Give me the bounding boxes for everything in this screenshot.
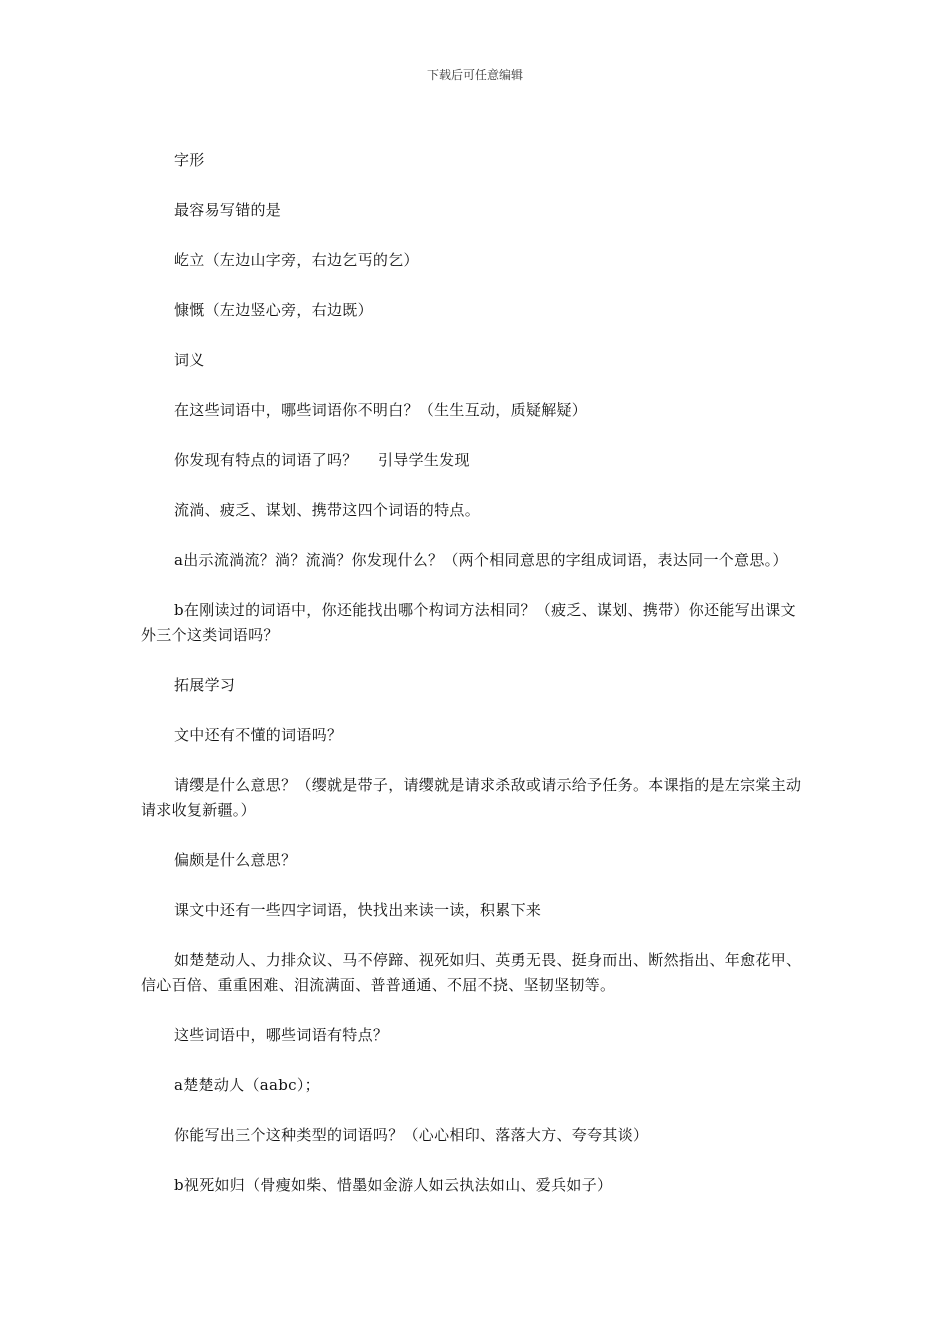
paragraph: b在刚读过的词语中，你还能找出哪个构词方法相同？（疲乏、谋划、携带）你还能写出课文外三个这类词语吗？ (141, 601, 796, 644)
page-header: 下载后可任意编辑 (426, 68, 523, 82)
paragraph: 最容易写错的是 (174, 201, 282, 219)
heading-zixing: 字形 (174, 151, 205, 169)
paragraph: 屹立（左边山字旁，右边乞丐的乞） (174, 251, 419, 269)
paragraph: 偏颇是什么意思？ (174, 851, 297, 869)
paragraph: 你能写出三个这种类型的词语吗？（心心相印、落落大方、夸夸其谈） (174, 1126, 649, 1144)
paragraph: 课文中还有一些四字词语，快找出来读一读，积累下来 (174, 901, 542, 919)
paragraph: 请缨是什么意思？（缨就是带子，请缨就是请求杀敌或请示给予任务。本课指的是左宗棠主动请求收复新疆。） (141, 776, 802, 819)
paragraph: a出示流淌流？淌？流淌？你发现什么？（两个相同意思的字组成词语，表达同一个意思。） (174, 551, 788, 569)
heading-tuozhan: 拓展学习 (174, 676, 236, 694)
heading-ciyi: 词义 (174, 351, 205, 369)
paragraph: 你发现有特点的词语了吗？ 引导学生发现 (174, 451, 470, 469)
paragraph: 慷慨（左边竖心旁，右边既） (174, 301, 373, 319)
paragraph: 如楚楚动人、力排众议、马不停蹄、视死如归、英勇无畏、挺身而出、断然指出、年愈花甲、信心百倍、重重困难、泪流满面、普普通通、不屈不挠、坚韧坚韧等。 (141, 951, 802, 994)
document-body (141, 148, 811, 1223)
paragraph: a楚楚动人（aabc）； (174, 1076, 320, 1094)
paragraph: 流淌、疲乏、谋划、携带这四个词语的特点。 (174, 501, 481, 519)
paragraph: 文中还有不懂的词语吗？ (174, 726, 343, 744)
paragraph: 在这些词语中，哪些词语你不明白？（生生互动，质疑解疑） (174, 401, 588, 419)
paragraph: 这些词语中，哪些词语有特点？ (174, 1026, 389, 1044)
paragraph: b视死如归（骨瘦如柴、惜墨如金游人如云执法如山、爱兵如子） (174, 1176, 613, 1194)
